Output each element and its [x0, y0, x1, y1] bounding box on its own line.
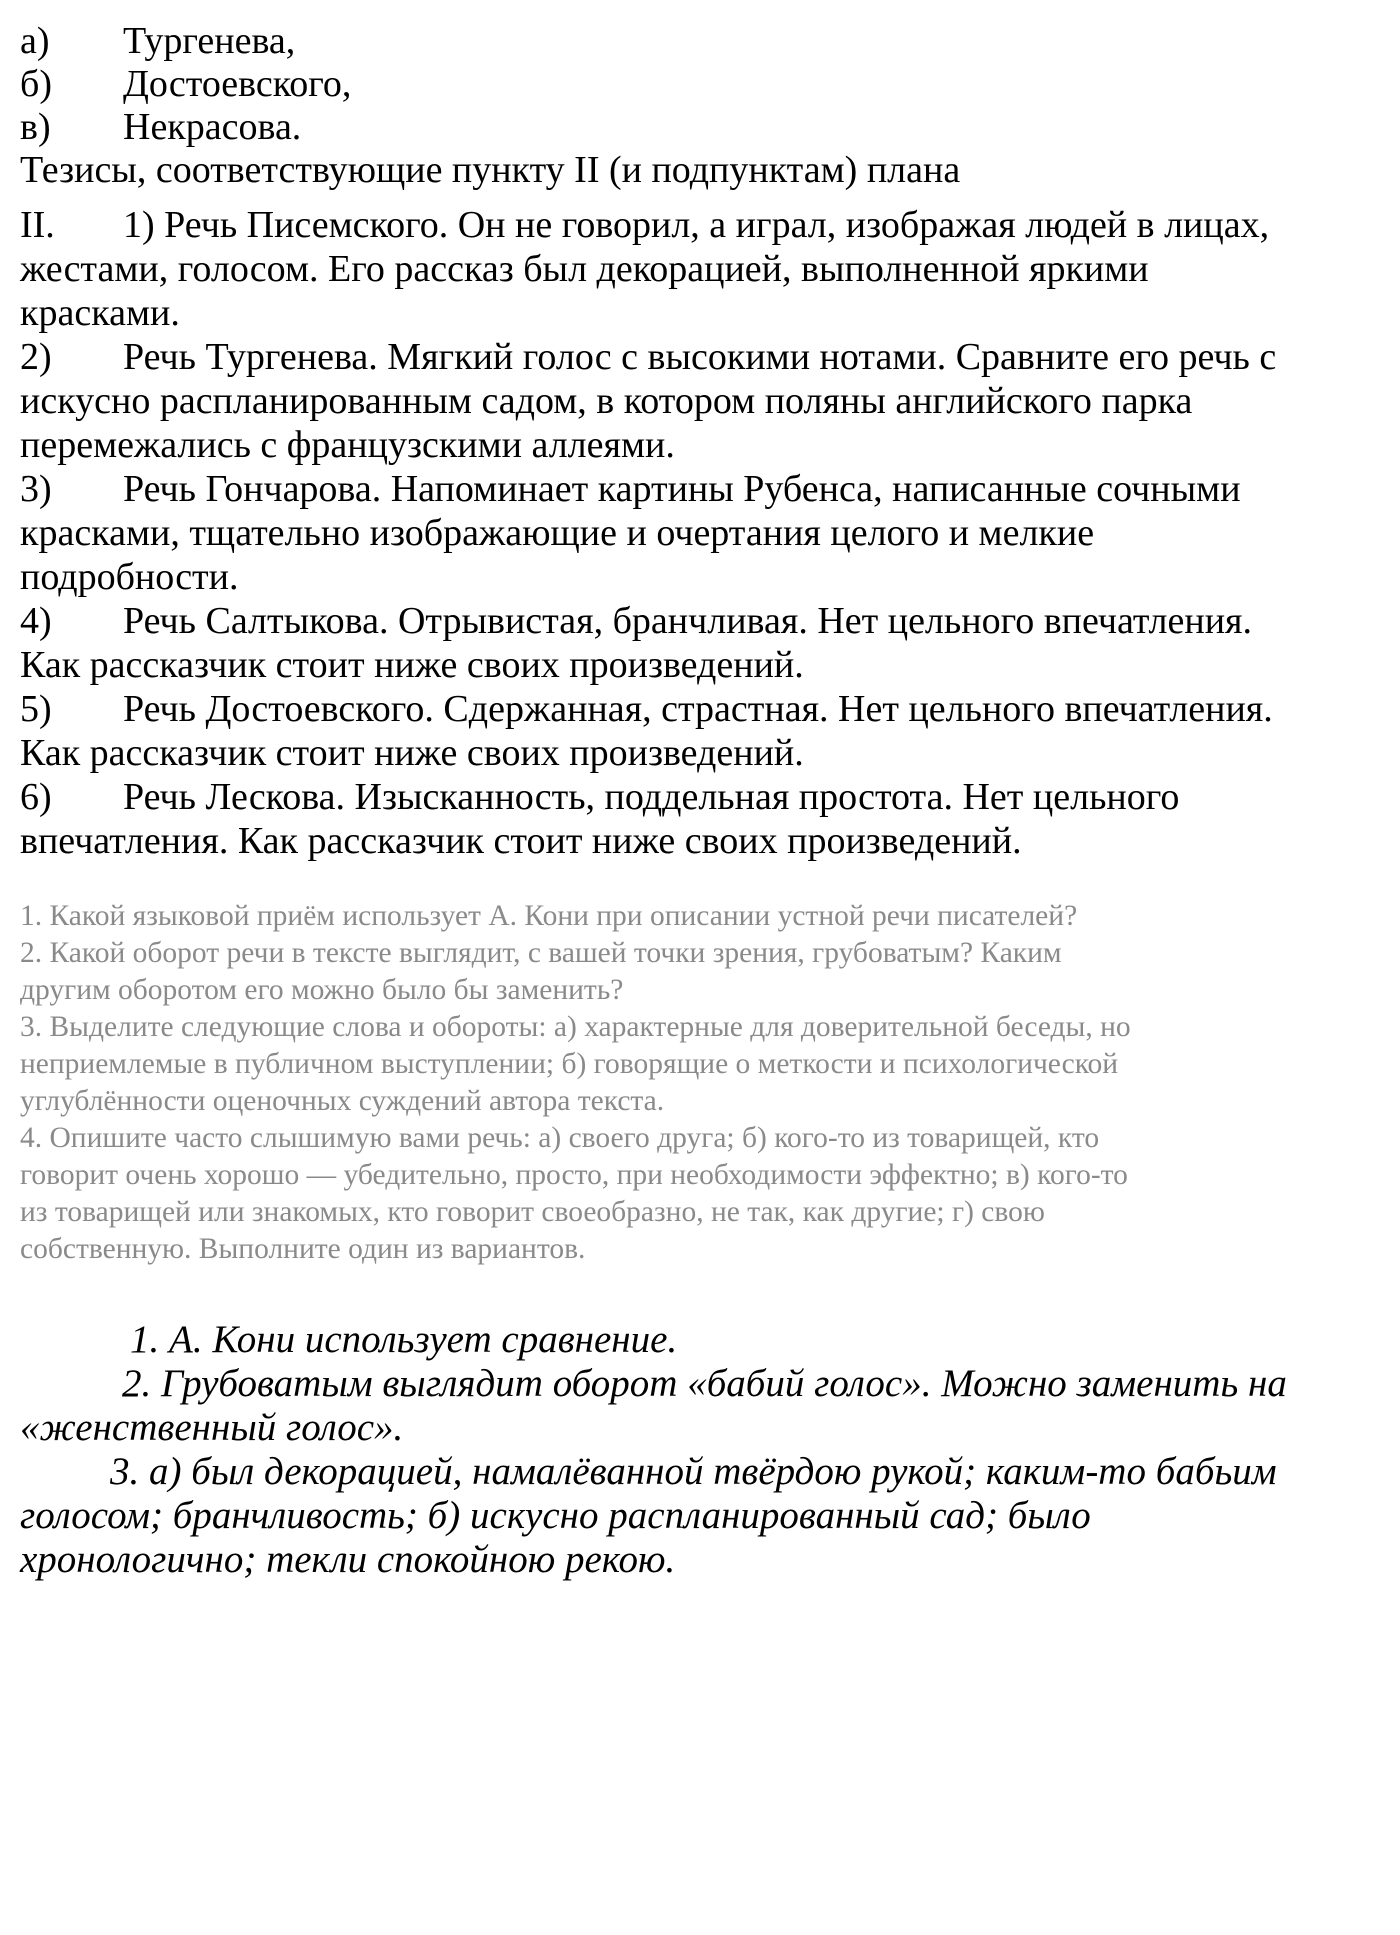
- thesis-item-6-cont: впечатления. Как рассказчик стоит ниже своих произведений.: [20, 820, 1022, 862]
- thesis-item-2: [20, 338, 1276, 376]
- thesis-item-4: [20, 602, 1252, 640]
- thesis-item-3-cont: красками, тщательно изображающие и очертания целого и мелкие: [20, 512, 1095, 554]
- thesis-item-3-cont: подробности.: [20, 556, 239, 598]
- answer-line: «женственный голос».: [20, 1406, 404, 1449]
- thesis-item-6: [20, 778, 1179, 816]
- list-label: в): [20, 106, 51, 148]
- question-line: собственную. Выполните один из вариантов.: [20, 1233, 586, 1265]
- question-line: говорит очень хорошо — убедительно, просто, при необходимости эффектно; в) кого-то: [20, 1159, 1128, 1191]
- list-label: а): [20, 20, 50, 62]
- item-text: Речь Достоевского. Сдержанная, страстная. Нет цельного впечатления.: [123, 688, 1273, 730]
- thesis-item-3: [20, 470, 1241, 508]
- item-text: Речь Тургенева. Мягкий голос с высокими нотами. Сравните его речь с: [123, 336, 1277, 378]
- thesis-item-4-cont: Как рассказчик стоит ниже своих произведений.: [20, 644, 804, 686]
- answer-line: голосом; бранчливость; б) искусно распланированный сад; было: [20, 1494, 1091, 1537]
- thesis-item-5-cont: Как рассказчик стоит ниже своих произведений.: [20, 732, 804, 774]
- item-label: 6): [20, 776, 52, 818]
- answer-line: 1. А. Кони использует сравнение.: [130, 1318, 678, 1361]
- list-label: б): [20, 63, 52, 105]
- question-line: 3. Выделите следующие слова и обороты: а) характерные для доверительной беседы, но: [20, 1011, 1131, 1043]
- section-ii-line-3: красками.: [20, 292, 180, 334]
- item-label: 3): [20, 468, 52, 510]
- section-ii-line-1: [20, 206, 1269, 244]
- item-label: 4): [20, 600, 52, 642]
- list-item-v: [20, 108, 301, 146]
- item-text: Речь Гончарова. Напоминает картины Рубенса, написанные сочными: [123, 468, 1241, 510]
- question-line: из товарищей или знакомых, кто говорит своеобразно, не так, как другие; г) свою: [20, 1196, 1045, 1228]
- question-line: углублённости оценочных суждений автора текста.: [20, 1085, 665, 1117]
- item-text: Речь Салтыкова. Отрывистая, бранчливая. Нет цельного впечатления.: [123, 600, 1253, 642]
- list-text: Тургенева,: [123, 20, 296, 62]
- question-line: другим оборотом его можно было бы заменить?: [20, 974, 624, 1006]
- item-label: 2): [20, 336, 52, 378]
- question-line: 1. Какой языковой приём использует А. Кони при описании устной речи писателей?: [20, 900, 1078, 932]
- list-text: Некрасова.: [123, 106, 302, 148]
- section-ii-line-2: жестами, голосом. Его рассказ был декорацией, выполненной яркими: [20, 248, 1149, 290]
- list-item-a: [20, 22, 295, 60]
- thesis-item-2-cont: искусно распланированным садом, в котором поляны английского парка: [20, 380, 1193, 422]
- answer-line: хронологично; текли спокойною рекою.: [20, 1538, 676, 1581]
- answer-line: 3. а) был декорацией, намалёванной твёрдою рукой; каким-то бабьим: [110, 1450, 1277, 1493]
- item-label: 5): [20, 688, 52, 730]
- list-text: Достоевского,: [123, 63, 352, 105]
- question-line: 2. Какой оборот речи в тексте выглядит, с вашей точки зрения, грубоватым? Каким: [20, 937, 1062, 969]
- list-item-b: [20, 65, 351, 103]
- thesis-item-2-cont: перемежались с французскими аллеями.: [20, 424, 675, 466]
- thesis-item-5: [20, 690, 1273, 728]
- question-line: неприемлемые в публичном выступлении; б) говорящие о меткости и психологической: [20, 1048, 1119, 1080]
- section-label: II.: [20, 204, 55, 246]
- section-text: 1) Речь Писемского. Он не говорил, а играл, изображая людей в лицах,: [123, 204, 1270, 246]
- theses-heading: Тезисы, соответствующие пункту II (и подпунктам) плана: [20, 149, 961, 191]
- question-line: 4. Опишите часто слышимую вами речь: а) своего друга; б) кого-то из товарищей, кто: [20, 1122, 1100, 1154]
- item-text: Речь Лескова. Изысканность, поддельная простота. Нет цельного: [123, 776, 1180, 818]
- answer-line: 2. Грубоватым выглядит оборот «бабий голос». Можно заменить на: [122, 1362, 1287, 1405]
